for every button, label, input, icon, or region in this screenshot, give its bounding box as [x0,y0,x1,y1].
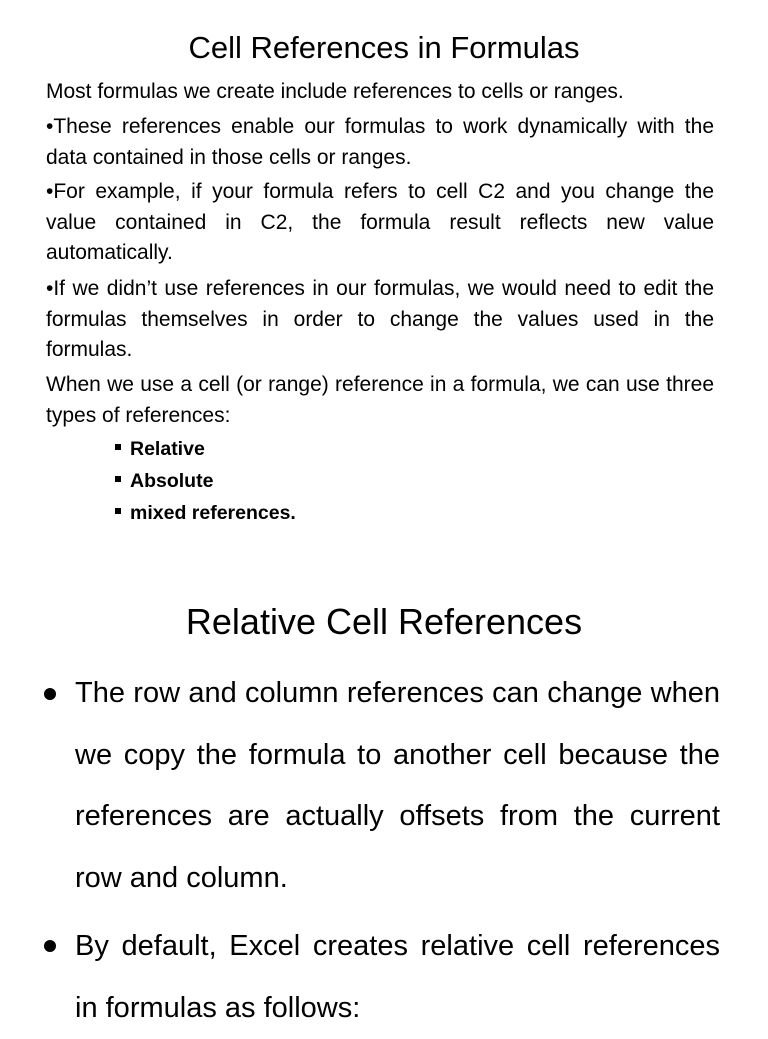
reference-type-item [115,465,213,497]
reference-type-label: mixed references. [130,502,296,524]
reference-type-item [115,433,205,465]
round-bullet-icon [44,688,56,700]
bullet-offsets: The row and column references can change when we copy the formula to another cell because the references are actually offsets from the current row and column. [75,677,720,894]
paragraph-dynamic: •These references enable our formulas to work dynamically with the data contained in those cells or ranges. [46,115,714,169]
slide-relative-references [0,540,768,1024]
paragraph-intro: Most formulas we create include references to cells or ranges. [46,80,624,103]
reference-type-label: Relative [130,438,205,460]
slide-title: Relative Cell References [185,601,583,642]
paragraph-no-references: •If we didn’t use references in our formulas, we would need to edit the formulas themselves in order to change the values used in the formulas. [46,277,714,361]
square-bullet-icon [115,444,121,450]
round-bullet-icon [44,940,56,952]
paragraph-example: •For example, if your formula refers to cell C2 and you change the value contained in C2, the formula result reflects new value automatically. [46,180,714,264]
slide-title: Cell References in Formulas [188,30,580,65]
reference-type-item [115,497,296,529]
bullet-default: By default, Excel creates relative cell references in formulas as follows: [75,930,720,1024]
square-bullet-icon [115,508,121,514]
square-bullet-icon [115,476,121,482]
reference-type-label: Absolute [130,470,214,492]
paragraph-three-types: When we use a cell (or range) reference in a formula, we can use three types of references: [46,373,714,427]
